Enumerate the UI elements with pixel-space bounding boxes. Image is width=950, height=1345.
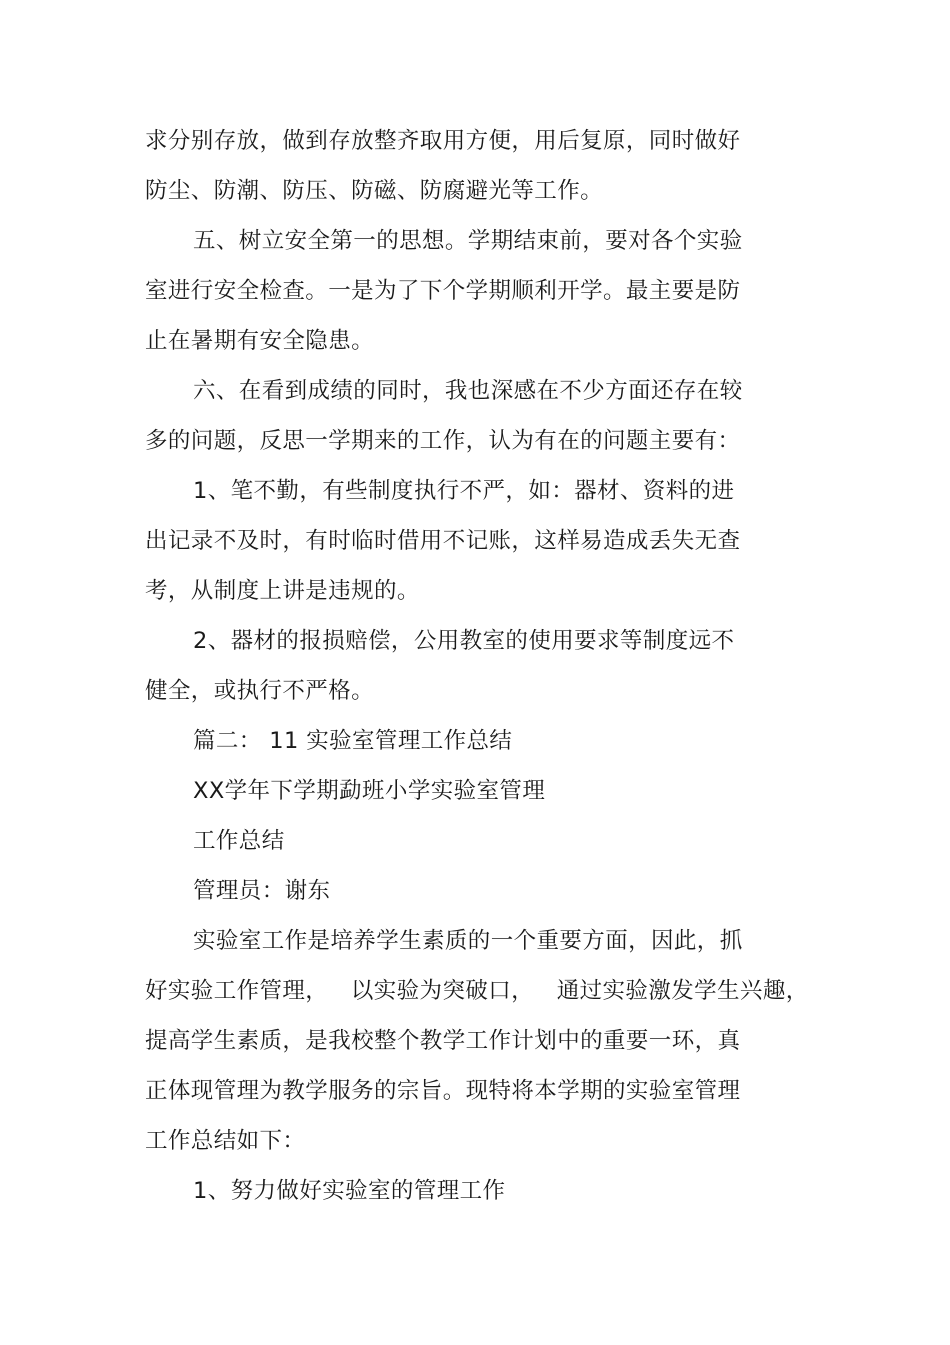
text-line: 考，从制度上讲是违规的。 bbox=[145, 578, 420, 604]
document-title-continued: 工作总结 bbox=[193, 828, 285, 854]
paragraph-line: 实验室工作是培养学生素质的一个重要方面，因此，抓 bbox=[193, 928, 743, 954]
paragraph-line: 2、器材的报损赔偿，公用教室的使用要求等制度远不 bbox=[193, 628, 735, 654]
text-line: 好实验工作管理， 以实验为突破口， 通过实验激发学生兴趣， bbox=[145, 978, 809, 1004]
document-title: XX学年下学期勐班小学实验室管理 bbox=[193, 778, 546, 804]
text-line: 提高学生素质，是我校整个教学工作计划中的重要一环，真 bbox=[145, 1028, 741, 1054]
text-line: 求分别存放，做到存放整齐取用方便，用后复原，同时做好 bbox=[145, 128, 741, 154]
text-line: 工作总结如下： bbox=[145, 1128, 306, 1154]
paragraph-line: 1、笔不勤，有些制度执行不严，如：器材、资料的进 bbox=[193, 478, 735, 504]
text-line: 正体现管理为教学服务的宗旨。现特将本学期的实验室管理 bbox=[145, 1078, 741, 1104]
text-line: 出记录不及时，有时临时借用不记账，这样易造成丢失无查 bbox=[145, 528, 741, 554]
paragraph-line: 五、树立安全第一的思想。学期结束前，要对各个实验 bbox=[193, 228, 743, 254]
text-line: 止在暑期有安全隐患。 bbox=[145, 328, 375, 354]
section-heading: 篇二： 11 实验室管理工作总结 bbox=[193, 728, 513, 754]
text-line: 防尘、防潮、防压、防磁、防腐避光等工作。 bbox=[145, 178, 604, 204]
paragraph-line: 六、在看到成绩的同时，我也深感在不少方面还存在较 bbox=[193, 378, 743, 404]
text-line: 多的问题，反思一学期来的工作，认为有在的问题主要有： bbox=[145, 428, 741, 454]
text-line: 健全，或执行不严格。 bbox=[145, 678, 375, 704]
list-item-heading: 1、努力做好实验室的管理工作 bbox=[193, 1178, 506, 1204]
author-line: 管理员：谢东 bbox=[193, 878, 331, 904]
text-line: 室进行安全检查。一是为了下个学期顺利开学。最主要是防 bbox=[145, 278, 741, 304]
